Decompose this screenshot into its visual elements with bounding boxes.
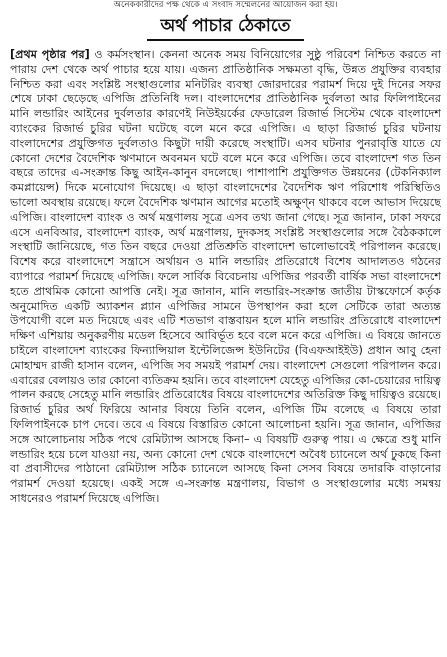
headline-container (10, 15, 441, 41)
headline: অর্থ পাচার ঠেকাতে (147, 15, 305, 41)
article-body (10, 48, 441, 652)
continued-from-first-page-marker: [প্রথম পৃষ্ঠার পর] (10, 48, 90, 61)
article-body-text: ও কর্মসংস্থান। কেননা অনেক সময় বিনিয়োগের সুষ্ঠু পরিবেশ নিশ্চিত করতে না পারায় দেশ থেকে অর্থ পাচার হয়ে যায়। এজন্য প্রাতিষ্ঠানিক সক্ষমতা বৃদ্ধি, উন্নত প্রযুক্তির ব্যবহার নিশ্চিত করা এবং সংশ্লিষ্ট সংস্থাগুলোর মনিটরিং ব্যবস্থা জোরদারের পরামর্শ দিয়ে দুই দিনের সফর শেষে ঢাকা ছেড়েছে এপিজি প্রতিনিধি দল। বাংলাদেশের প্রাতিষ্ঠানিক দুর্বলতা আর ফিলিপাইনের মানি লন্ডারিং আইনের দুর্বলতার কারণেই নিউইয়র্কের ফেডারেল রিজার্ভ সিস্টেম থেকে বাংলাদেশ ব্যাংকের রিজার্ভ চুরির ঘটনা ঘটেছে বলে মনে করে এপিজি। এ ছাড়া রিজার্ভ চুরির ঘটনায় বাংলাদেশের প্রযুক্তিগত দুর্বলতাও কিছুটা দায়ী করেছে সংস্থাটি। এসব ঘটনার পুনরাবৃত্তি যাতে যে কোনো দেশের বৈদেশিক ঋণমানে অবনমন ঘটে বলে মনে করে এপিজি। তবে বাংলাদেশ গত তিন বছরে তাদের এ-সংক্রান্ত কিছু আইন-কানুন বদলেছে। পাশাপাশি প্রযুক্তিগত উন্নয়নের (টেকনিক্যাল কমপ্লায়েন্স) দিকে মনোযোগ দিয়েছে। এ ছাড়া বাংলাদেশের বৈদেশিক ঋণ পরিশোধ পরিস্থিতিও ভালো অবস্থায় রয়েছে। ফলে বৈদেশিক ঋণমান আগের মতোই অক্ষুণ্ন থাকবে বলে আভাস দিয়েছে এপিজি। বাংলাদেশ ব্যাংক ও অর্থ মন্ত্রণালয় সূত্রে এসব তথ্য জানা গেছে। সূত্র জানান, ঢাকা সফরে এসে এনবিআর, বাংলাদেশ ব্যাংক, অর্থ মন্ত্রণালয়, দুদকসহ সংশ্লিষ্ট সংস্থাগুলোর সঙ্গে বৈঠককালে সংস্থাটি জানিয়েছে, গত তিন বছরে দেওয়া প্রতিশ্রুতি বাংলাদেশ ভালোভাবেই পরিপালন করেছে। বিশেষ করে বাংলাদেশে সন্ত্রাসে অর্থায়ন ও মানি লন্ডারিং প্রতিরোধে বিশেষ আদালতও গঠনের ব্যাপারে পরামর্শ দিয়েছে এপিজি। ফলে সার্বিক বিবেচনায় এপিজির পরবর্তী বার্ষিক সভা বাংলাদেশে হতে প্রাথমিক কোনো আপত্তি নেই। সূত্র জানান, মানি লন্ডারিং-সংক্রান্ত জাতীয় টাস্কফোর্সে কর্তৃক অনুমোদিত একটি অ্যাকশন প্ল্যান এপিজির সামনে উপস্থাপন করা হলে সেটিকে তারা অত্যন্ত উপযোগী বলে মত দিয়েছে এবং এটি শতভাগ বাস্তবায়ন হলে মানি লন্ডারিং প্রতিরোধে বাংলাদেশ দক্ষিণ এশিয়ায় অনুকরণীয় মডেল হিসেবে আবির্ভূত হবে বলে মনে করে এপিজি। এ বিষয়ে জানতে চাইলে বাংলাদেশ ব্যাংকের ফিন্যান্সিয়াল ইন্টেলিজেন্স ইউনিটের (বিএফআইইউ) প্রধান আবু হেনা মোহাম্মদ রাজী হাসান বলেন, এপিজি সব সময়ই পরামর্শ দেয়। বাংলাদেশ সেগুলো পরিপালন করে। এবারের বেলায়ও তার কোনো ব্যতিক্রম হয়নি। তবে বাংলাদেশ যেহেতু এপিজির কো-চেয়ারের দায়িত্ব পালন করছে সেহেতু মানি লন্ডারিং প্রতিরোধের বিষয়ে বাংলাদেশের অতিরিক্ত কিছু দায়িত্বও রয়েছে। রিজার্ভ চুরির অর্থ ফিরিয়ে আনার বিষয়ে তিনি বলেন, এপিজি টিম বলেছে এ বিষয়ে তারা ফিলিপাইনকে চাপ দেবে। তবে এ বিষয়ে বিস্তারিত কোনো আলোচনা হয়নি। সূত্র জানান, এপিজির সঙ্গে আলোচনায় সঠিক পথে রেমিট্যান্স আসছে কিনা– এ বিষয়টি গুরুত্ব পায়। এ ক্ষেত্রে শুধু মানি লন্ডারিং হয়ে চলে যাওয়া নয়, অন্য কোনো দেশ থেকে বাংলাদেশে অবৈধ চ্যানেলে অর্থ ঢুকছে কিনা বা প্রবাসীদের পাঠানো রেমিট্যান্স সঠিক চ্যানেলে আসছে কিনা সেসব বিষয়ে তদারকি বাড়ানোর পরামর্শ দেওয়া হয়েছে। একই সঙ্গে এ-সংক্রান্ত মন্ত্রণালয়, বিভাগ ও সংস্থাগুলোর মধ্যে সমন্বয় সাধনেরও পরামর্শ দিয়েছে এপিজি। (10, 48, 441, 505)
previous-article-tail: অনেককারীদের পক্ষ থেকে এ সংবাদ সম্মেলনের আয়োজন করা হয়। (113, 0, 338, 10)
